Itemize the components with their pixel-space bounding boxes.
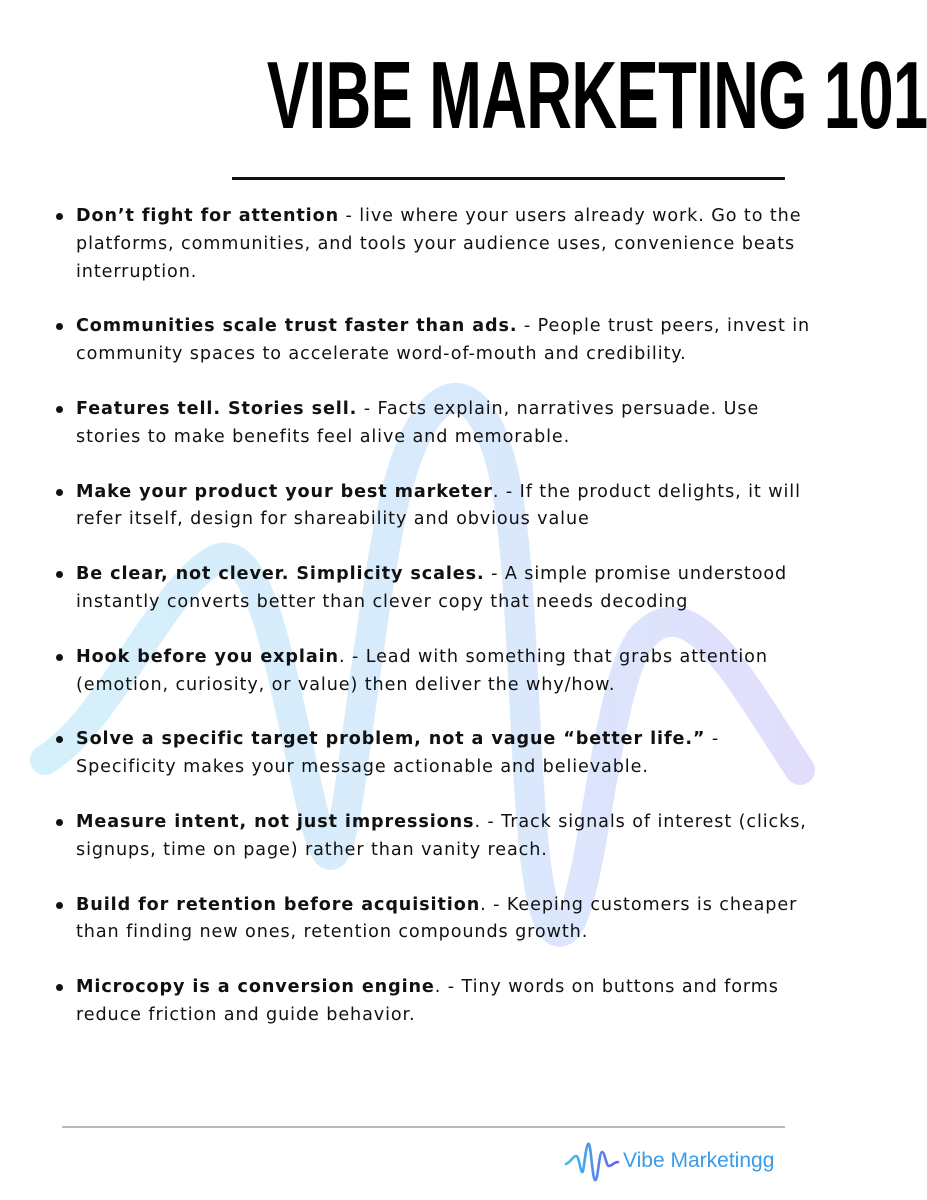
tip-heading: Communities scale trust faster than ads. <box>76 316 518 337</box>
tip-heading: Microcopy is a conversion engine <box>76 977 435 998</box>
tip-text: . - Lead with something that grabs attention (emotion, curiosity, or value) then deliver the why/how. <box>76 646 768 695</box>
list-item <box>54 561 814 617</box>
title-divider <box>232 177 785 180</box>
waveform-icon <box>563 1138 621 1184</box>
tip-heading: Hook before you explain <box>76 646 339 667</box>
tip-text: . - Tiny words on buttons and forms reduce friction and guide behavior. <box>76 977 779 1025</box>
list-item <box>54 479 814 535</box>
tip-text: - Specificity makes your message actionable and believable. <box>76 729 720 778</box>
tip-heading: Make your product your best marketer <box>76 481 493 502</box>
page-title: VIBE MARKETING 101 <box>266 42 927 149</box>
tip-text: . - If the product delights, it will refer itself, design for shareability and obvious value <box>76 481 801 530</box>
bullet-icon <box>56 489 63 496</box>
tip-text: - People trust peers, invest in community spaces to accelerate word-of-mouth and credibility. <box>76 316 811 365</box>
tip-text: - Facts explain, narratives persuade. Use stories to make benefits feel alive and memorable. <box>76 398 760 447</box>
tips-list <box>54 203 814 1057</box>
list-item <box>54 644 814 700</box>
tip-text: - A simple promise understood instantly converts better than clever copy that needs decoding <box>76 564 788 612</box>
bullet-icon <box>56 213 63 220</box>
list-item <box>54 396 814 452</box>
list-item <box>54 203 814 286</box>
tip-heading: Features tell. Stories sell. <box>76 398 358 419</box>
list-item <box>54 892 814 948</box>
tip-heading: Don’t fight for attention <box>76 206 340 226</box>
tip-text: . - Keeping customers is cheaper than finding new ones, retention compounds growth. <box>76 894 798 943</box>
list-item <box>54 974 814 1030</box>
tip-heading: Build for retention before acquisition <box>76 894 481 915</box>
bullet-icon <box>56 984 63 991</box>
bullet-icon <box>56 406 63 413</box>
list-item <box>54 726 814 782</box>
tip-heading: Be clear, not clever. Simplicity scales. <box>76 564 485 585</box>
bullet-icon <box>56 571 63 578</box>
bullet-icon <box>56 323 63 330</box>
bullet-icon <box>56 654 63 661</box>
list-item <box>54 809 814 865</box>
tip-text: - live where your users already work. Go to the platforms, communities, and tools your audience uses, convenience beats interruption. <box>76 206 802 282</box>
bullet-icon <box>56 819 63 826</box>
brand-name: Vibe Marketingg <box>623 1149 775 1172</box>
bullet-icon <box>56 736 63 743</box>
footer-divider <box>62 1126 785 1128</box>
bullet-icon <box>56 902 63 909</box>
tip-text: . - Track signals of interest (clicks, signups, time on page) rather than vanity reach. <box>76 811 807 860</box>
tip-heading: Solve a specific target problem, not a vague “better life.” <box>76 729 706 750</box>
list-item <box>54 313 814 369</box>
tip-heading: Measure intent, not just impressions <box>76 811 475 832</box>
brand-footer <box>563 1138 774 1184</box>
